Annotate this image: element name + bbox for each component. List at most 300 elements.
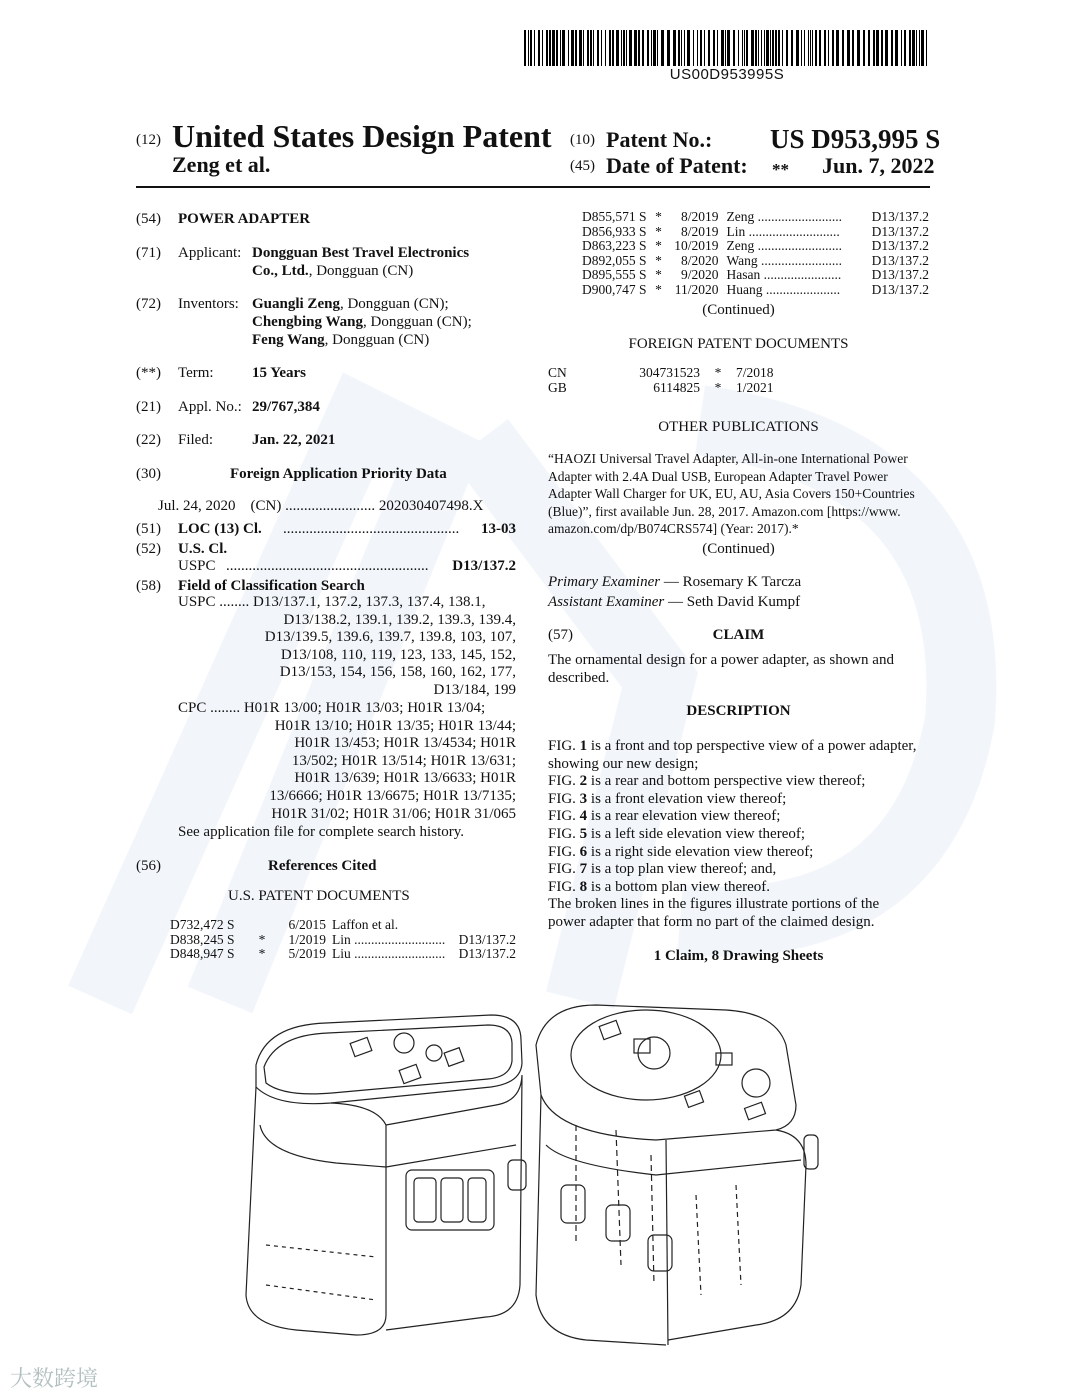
barcode-bar [609, 30, 611, 66]
uspc-line: D13/184, 199 [433, 681, 516, 698]
foreign-date: 7/2018 [736, 365, 774, 380]
uscl-label: U.S. Cl. [178, 541, 228, 557]
barcode-bar [761, 30, 762, 66]
uspc-line: D13/153, 154, 156, 158, 160, 162, 177, [279, 664, 516, 681]
claim-text [548, 651, 929, 687]
patent-title: POWER ADAPTER [178, 211, 311, 227]
uspc-line: D13/108, 110, 119, 123, 133, 145, 152, [280, 646, 516, 663]
barcode-bar [667, 30, 670, 66]
continued-refs: (Continued) [702, 302, 775, 318]
document-type: United States Design Patent [172, 118, 552, 154]
barcode-bar [583, 30, 584, 66]
table-row [582, 268, 929, 283]
uspc-search-lines [160, 594, 516, 700]
fig-text: is a bottom plan view thereof. [587, 878, 771, 895]
publication-line: (Blue)”, first available Jun. 28, 2017. Amazon.com [https://www. [548, 503, 901, 519]
us-references-table-right [582, 210, 929, 298]
barcode-bar [786, 30, 788, 66]
barcode-bar [704, 30, 705, 66]
barcode-bar [770, 30, 771, 66]
barcode-bar [661, 30, 664, 66]
barcode-bar [921, 30, 924, 66]
barcode-bar [524, 30, 526, 66]
barcode-bar [772, 30, 774, 66]
barcode-bar [717, 30, 718, 66]
barcode-bar [579, 30, 582, 66]
ref-number: D892,055 S [582, 252, 647, 268]
appl-no-label: Appl. No.: [178, 399, 242, 415]
priority-heading: Foreign Application Priority Data [230, 466, 447, 482]
barcode-bar [824, 30, 826, 66]
ref-name: Lin ........................... [726, 223, 840, 239]
claim-line: described. [548, 670, 610, 686]
barcode-bar [919, 30, 920, 66]
barcode-bar [796, 30, 799, 66]
barcode-bar [651, 30, 652, 66]
foreign-number: 6114825 [653, 379, 700, 395]
priority-line: Jul. 24, 2020 (CN) ........................ 202030407498.X [158, 498, 484, 514]
f58-code: (58) [136, 578, 161, 594]
description-line [548, 896, 929, 914]
barcode-bar [546, 30, 548, 66]
applicant-name-2: Co., Ltd. [252, 263, 309, 279]
ref-star: * [714, 365, 722, 380]
ref-star: * [258, 946, 266, 962]
barcode-bar [575, 30, 577, 66]
patent-date: Jun. 7, 2022 [822, 153, 935, 178]
ref-name: Laffon et al. [332, 917, 399, 932]
fig-text: power adapter that form no part of the claimed design. [548, 913, 875, 930]
barcode-bar [621, 30, 622, 66]
barcode-bar [687, 30, 690, 66]
applicant-label: Applicant: [178, 245, 242, 261]
barcode-bar [605, 30, 606, 66]
description-heading: DESCRIPTION [686, 703, 791, 719]
barcode-bar [601, 30, 602, 66]
ref-name: Lin ........................... [332, 931, 446, 947]
barcode-bar [733, 30, 735, 66]
f54-code: (54) [136, 211, 161, 227]
ref-star: * [655, 252, 662, 268]
barcode-bar [653, 30, 656, 66]
barcode-number: US00D953995S [669, 66, 785, 83]
fig-text: is a right side elevation view thereof; [587, 843, 814, 860]
f71-code: (71) [136, 245, 161, 261]
fig-prefix: FIG. [548, 843, 580, 860]
barcode-bar [700, 30, 702, 66]
ref-name: Liu ........................... [332, 946, 446, 962]
barcode-bar [812, 30, 813, 66]
barcode-bar [863, 30, 865, 66]
barcode-bar [542, 30, 543, 66]
claim-code: (57) [548, 627, 573, 643]
fig-number: 4 [579, 808, 588, 825]
inventor-3: Feng Wang [252, 332, 325, 348]
barcode-bar [901, 30, 902, 66]
barcode-bar [791, 30, 793, 66]
barcode-bar [612, 30, 614, 66]
adapter-drawing [236, 995, 836, 1355]
barcode-bar [819, 30, 821, 66]
barcode-bar [721, 30, 724, 66]
barcode-bar [810, 30, 811, 66]
description-line [548, 808, 929, 826]
barcode-bar [746, 30, 748, 66]
barcode-bar [808, 30, 809, 66]
patent-number: US D953,995 S [770, 124, 941, 154]
fig-text: is a top plan view thereof; and, [587, 861, 777, 878]
appl-no-value: 29/767,384 [252, 399, 320, 415]
us-patent-docs-heading: U.S. PATENT DOCUMENTS [228, 888, 410, 904]
barcode-bar [744, 30, 745, 66]
date-mark: ** [772, 160, 789, 179]
uspc-label: USPC [178, 558, 216, 574]
barcode-bar [895, 30, 898, 66]
ref-number: D856,933 S [582, 223, 647, 239]
barcode-bar [725, 30, 726, 66]
barcode-bar [751, 30, 754, 66]
inventor-1: Guangli Zeng [252, 296, 340, 312]
primary-examiner-label: Primary Examiner [548, 574, 661, 590]
barcode-bar [562, 30, 565, 66]
fig-number: 8 [579, 878, 588, 895]
table-row [582, 225, 929, 240]
barcode-bar [758, 30, 759, 66]
uspc-dots: ...................................................... [226, 558, 429, 574]
claim-heading: CLAIM [712, 627, 765, 643]
fig-prefix: FIG. [548, 790, 580, 807]
ref-date: 8/2019 [681, 209, 719, 224]
footer-logo: 大数跨境 [10, 1367, 99, 1392]
ref-number: D863,223 S [582, 238, 647, 254]
header-rule [136, 186, 930, 188]
f72-code: (72) [136, 296, 161, 312]
barcode-bar [684, 30, 685, 66]
ref-class: D13/137.2 [871, 252, 929, 268]
ref-class: D13/137.2 [458, 946, 516, 962]
description-line [548, 738, 929, 756]
table-row [582, 283, 929, 298]
barcode-bar [713, 30, 715, 66]
primary-examiner: — Rosemary K Tarcza [660, 574, 802, 590]
table-row [170, 947, 516, 962]
claim-line: The ornamental design for a power adapter, as shown and [548, 652, 894, 668]
uspc-line: USPC ........ D13/137.1, 137.2, 137.3, 137.4, 138.1, [178, 594, 486, 610]
ref-date: 8/2019 [681, 223, 719, 239]
ref-number: D895,555 S [582, 267, 647, 283]
code-45: (45) [570, 158, 595, 174]
term-code: (**) [136, 365, 161, 381]
table-row [582, 210, 929, 225]
ref-star: * [655, 238, 662, 254]
description-line [548, 879, 929, 897]
f56-code: (56) [136, 858, 161, 874]
barcode-bar [549, 30, 551, 66]
barcode-bar [873, 30, 875, 66]
fig-text: is a left side elevation view thereof; [587, 825, 806, 842]
other-publications [548, 450, 929, 538]
table-row [548, 381, 774, 396]
adapter-front-view [246, 1015, 526, 1335]
ref-class: D13/137.2 [871, 281, 929, 297]
loc-value: 13-03 [481, 521, 516, 537]
ref-name: Hasan ....................... [726, 267, 842, 283]
barcode-bar [738, 30, 739, 66]
barcode-bar [876, 30, 879, 66]
barcode-bar [857, 30, 860, 66]
barcode-bar [616, 30, 619, 66]
ref-star: * [655, 267, 662, 283]
ref-name: Huang ...................... [726, 281, 841, 297]
f51-code: (51) [136, 521, 161, 537]
barcode-bar [678, 30, 680, 66]
fig-number: 6 [579, 843, 588, 860]
applicant-location: , Dongguan (CN) [308, 263, 414, 279]
barcode-bar [775, 30, 777, 66]
foreign-references-table [548, 366, 774, 395]
barcode-bar [782, 30, 783, 66]
assistant-examiner-label: Assistant Examiner [548, 594, 665, 610]
barcode-bar [755, 30, 757, 66]
ref-number: D848,947 S [170, 946, 235, 962]
barcode-bar [538, 30, 540, 66]
filed-label: Filed: [178, 432, 214, 448]
barcode-bar [904, 30, 906, 66]
ref-number: D855,571 S [582, 209, 647, 224]
other-publications-heading: OTHER PUBLICATIONS [658, 419, 819, 435]
barcode-bar [916, 30, 917, 66]
ref-name: Wang ........................ [726, 252, 843, 268]
filed-value: Jan. 22, 2021 [252, 432, 336, 448]
adapter-rear-view [536, 1005, 818, 1345]
barcode-bar [832, 30, 834, 66]
uspc-line: D13/139.5, 139.6, 139.7, 139.8, 103, 107, [264, 629, 516, 646]
date-label: Date of Patent: [606, 153, 748, 178]
description-line [548, 756, 929, 774]
fig-prefix: FIG. [548, 738, 580, 754]
description-line [548, 844, 929, 862]
uspc-line: D13/138.2, 139.1, 139.2, 139.3, 139.4, [283, 611, 516, 628]
ref-number: D838,245 S [170, 931, 235, 947]
ref-star: * [655, 281, 662, 297]
fig-text: The broken lines in the figures illustrate portions of the [548, 896, 880, 913]
fig-prefix: FIG. [548, 773, 580, 790]
description-text [548, 738, 929, 932]
term-value: 15 Years [252, 365, 307, 381]
search-history-note: See application file for complete search history. [178, 824, 465, 840]
barcode-bar [629, 30, 632, 66]
f30-code: (30) [136, 466, 161, 482]
ref-date: 10/2019 [674, 238, 719, 254]
barcode-bar [881, 30, 883, 66]
cpc-search-lines [160, 700, 516, 823]
barcode-bar [681, 30, 682, 66]
barcode-bar [742, 30, 743, 66]
barcode-bar [590, 30, 592, 66]
barcode-bar [766, 30, 769, 66]
claims-sheets-summary: 1 Claim, 8 Drawing Sheets [653, 948, 824, 964]
us-references-table-left [170, 918, 516, 962]
ref-star: * [655, 223, 662, 239]
table-row [582, 239, 929, 254]
continued-publications: (Continued) [702, 541, 775, 557]
barcode-bar [597, 30, 599, 66]
inventor-2-loc: , Dongguan (CN); [363, 314, 472, 330]
barcode-bar [815, 30, 817, 66]
barcode-bar [552, 30, 555, 66]
cpc-line: H01R 13/639; H01R 13/6633; H01R [294, 770, 516, 787]
barcode-bar [657, 30, 658, 66]
barcode-bar [868, 30, 870, 66]
ref-class: D13/137.2 [871, 267, 929, 283]
foreign-date: 1/2021 [736, 379, 774, 395]
barcode-bar [764, 30, 765, 66]
publication-line: Adapter with 2.4A Dual USB, European Adapter Travel Power [548, 468, 888, 484]
inventors-label: Inventors: [178, 296, 239, 312]
barcode-bar [852, 30, 854, 66]
publication-line: Adapter Wall Charger for UK, EU, AU, Asia Covers 150+Countries [548, 486, 915, 501]
barcode-bar [556, 30, 558, 66]
fig-number: 2 [579, 773, 588, 790]
cpc-line: H01R 31/02; H01R 31/06; H01R 31/065 [271, 805, 516, 822]
table-row [170, 933, 516, 948]
cpc-line: CPC ........ H01R 13/00; H01R 13/03; H01R 13/04; [178, 700, 486, 716]
f21-code: (21) [136, 399, 161, 415]
barcode-bar [593, 30, 594, 66]
f22-code: (22) [136, 432, 161, 448]
table-row [548, 366, 774, 381]
barcode-bar [836, 30, 839, 66]
applicant-name: Dongguan Best Travel Electronics [252, 245, 470, 261]
barcode-bar [804, 30, 805, 66]
barcode-bar [634, 30, 637, 66]
barcode-bar [626, 30, 627, 66]
fig-prefix: FIG. [548, 878, 580, 895]
ref-star [250, 918, 274, 933]
fig-number: 1 [579, 738, 588, 754]
inventor-2: Chengbing Wang [252, 314, 364, 330]
description-line [548, 826, 929, 844]
ref-number: D732,472 S [170, 917, 235, 932]
publication-line: amazon.com/dp/B074CRS574] (Year: 2017).* [548, 521, 799, 536]
f52-code: (52) [136, 541, 161, 557]
barcode-bar [926, 30, 927, 66]
ref-star: * [258, 931, 266, 947]
inventor-short: Zeng et al. [172, 152, 271, 177]
barcode-bar [693, 30, 694, 66]
country: CN [548, 365, 567, 380]
foreign-number: 304731523 [639, 365, 700, 380]
cpc-line: H01R 13/453; H01R 13/4534; H01R [294, 735, 516, 752]
barcode-bar [534, 30, 535, 66]
ref-class [454, 918, 516, 933]
description-line [548, 791, 929, 809]
barcode [524, 30, 930, 68]
fig-number: 5 [579, 825, 588, 842]
term-label: Term: [178, 365, 214, 381]
fig-text: is a front and top perspective view of a power adapter, [587, 738, 917, 754]
ref-name: Zeng ......................... [726, 209, 843, 224]
barcode-bar [530, 30, 532, 66]
fig-number: 7 [579, 861, 588, 878]
ref-date: 1/2019 [288, 931, 326, 947]
loc-dots: ............................................... [283, 521, 460, 537]
publication-line: “HAOZI Universal Travel Adapter, All-in-one International Power [548, 451, 908, 466]
table-row [582, 254, 929, 269]
barcode-bar [891, 30, 893, 66]
ref-date: 11/2020 [674, 281, 719, 297]
patent-no-label: Patent No.: [606, 127, 713, 152]
inventor-1-loc: , Dongguan (CN); [339, 296, 449, 312]
barcode-bar [708, 30, 710, 66]
barcode-bar [673, 30, 676, 66]
table-row [170, 918, 516, 933]
cpc-line: H01R 13/10; H01R 13/35; H01R 13/44; [274, 717, 516, 734]
barcode-bar [828, 30, 829, 66]
loc-label: LOC (13) Cl. [178, 521, 262, 537]
fig-number: 3 [579, 790, 588, 807]
barcode-bar [727, 30, 730, 66]
description-line [548, 773, 929, 791]
barcode-bar [842, 30, 844, 66]
ref-class: D13/137.2 [871, 238, 929, 254]
assistant-examiner: — Seth David Kumpf [664, 594, 801, 610]
barcode-bar [909, 30, 911, 66]
barcode-bar [560, 30, 561, 66]
description-line [548, 914, 929, 932]
ref-star: * [655, 209, 662, 224]
ref-name: Zeng ......................... [726, 238, 843, 254]
fig-text: is a rear and bottom perspective view thereof; [587, 773, 866, 790]
cpc-line: 13/502; H01R 13/514; H01R 13/631; [291, 752, 516, 769]
barcode-bar [697, 30, 698, 66]
ref-class: D13/137.2 [871, 209, 929, 224]
cpc-line: 13/6666; H01R 13/6675; H01R 13/7135; [269, 787, 516, 804]
uspc-value: D13/137.2 [452, 558, 516, 574]
fig-prefix: FIG. [548, 825, 580, 842]
ref-date: 6/2015 [288, 917, 326, 932]
code-12: (12) [136, 132, 161, 148]
inventor-3-loc: , Dongguan (CN) [324, 332, 430, 348]
foreign-docs-heading: FOREIGN PATENT DOCUMENTS [628, 336, 849, 352]
barcode-bar [638, 30, 640, 66]
country: GB [548, 379, 567, 395]
ref-date: 9/2020 [681, 267, 719, 283]
code-10: (10) [570, 132, 595, 148]
ref-class: D13/137.2 [871, 223, 929, 239]
references-heading: References Cited [268, 858, 377, 874]
fig-prefix: FIG. [548, 808, 580, 825]
barcode-bar [642, 30, 644, 66]
barcode-bar [801, 30, 802, 66]
barcode-bar [571, 30, 574, 66]
ref-date: 5/2019 [288, 946, 326, 962]
fig-text: is a rear elevation view thereof; [587, 808, 781, 825]
ref-star: * [714, 379, 722, 395]
barcode-bar [912, 30, 915, 66]
search-heading: Field of Classification Search [178, 578, 365, 594]
ref-number: D900,747 S [582, 281, 647, 297]
fig-text: showing our new design; [548, 755, 699, 772]
ref-date: 8/2020 [681, 252, 719, 268]
barcode-bar [778, 30, 780, 66]
ref-class: D13/137.2 [458, 931, 516, 947]
barcode-bar [847, 30, 850, 66]
barcode-bar [528, 30, 529, 66]
fig-text: is a front elevation view thereof; [587, 790, 787, 807]
barcode-bar [647, 30, 649, 66]
barcode-bar [885, 30, 888, 66]
